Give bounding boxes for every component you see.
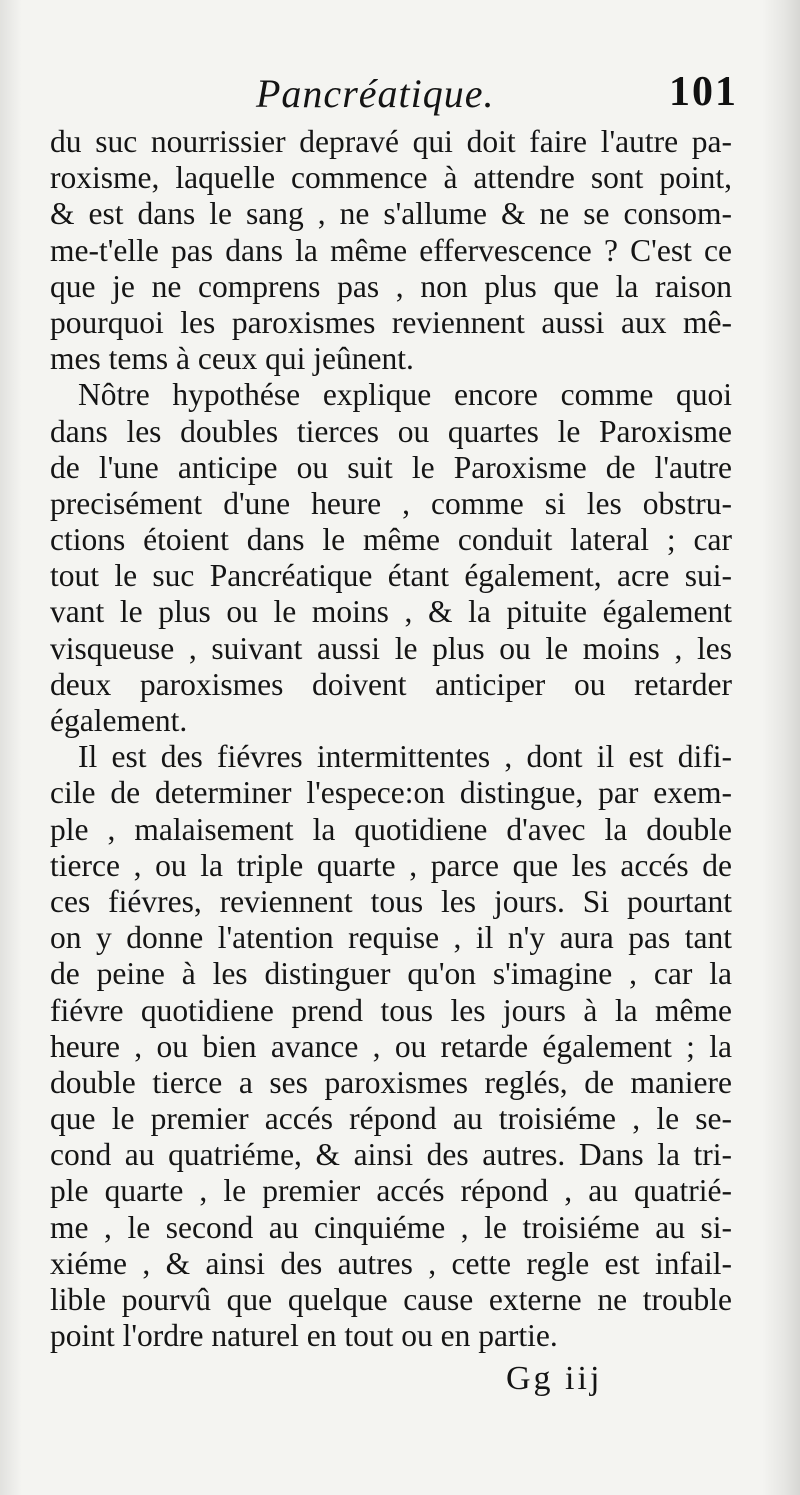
page-number: 101 xyxy=(669,69,738,115)
text-line: heure , ou bien avance , ou retarde également ; la xyxy=(50,1028,732,1064)
text-line: ple , malaisement la quotidiene d'avec la double xyxy=(50,811,732,847)
text-line: precisément d'une heure , comme si les obstru- xyxy=(50,485,732,521)
text-line: & est dans le sang , ne s'allume & ne se consom- xyxy=(50,196,732,232)
text-line: ces fiévres, reviennent tous les jours. Si pourtant xyxy=(50,883,732,919)
text-line: mes tems à ceux qui jeûnent. xyxy=(50,341,414,377)
text-line: lible pourvû que quelque cause externe ne trouble xyxy=(50,1282,732,1317)
text-line: dans les doubles tierces ou quartes le Paroxisme xyxy=(50,413,732,449)
page-left-edge-shadow xyxy=(0,0,22,1495)
text-line: double tierce a ses paroxismes reglés, de maniere xyxy=(50,1064,732,1100)
text-line: pourquoi les paroxismes reviennent aussi aux mê- xyxy=(50,304,732,340)
paragraph-3 xyxy=(50,739,732,1354)
running-head xyxy=(48,70,738,130)
text-line: ctions étoient dans le même conduit lateral ; car xyxy=(50,522,732,558)
text-line: que je ne comprens pas , non plus que la raison xyxy=(50,268,732,304)
text-line: roxisme, laquelle commence à attendre sont point, xyxy=(50,160,732,196)
body-text xyxy=(50,124,732,1354)
text-line: cond au quatriéme, & ainsi des autres. Dans la tri- xyxy=(50,1137,732,1173)
text-line: du suc nourrissier depravé qui doit faire l'autre pa- xyxy=(50,124,732,159)
text-line: point l'ordre naturel en tout ou en partie. xyxy=(50,1318,558,1354)
text-line: de peine à les distinguer qu'on s'imagine , car la xyxy=(50,956,732,992)
text-line: deux paroxismes doivent anticiper ou retarder xyxy=(50,666,732,702)
text-line: Nôtre hypothése explique encore comme quoi xyxy=(78,377,732,413)
text-line: également. xyxy=(50,703,188,738)
text-line: que le premier accés répond au troisiéme , le se- xyxy=(50,1101,732,1137)
text-line: de l'une anticipe ou suit le Paroxisme de l'autre xyxy=(50,449,732,485)
text-line: ple quarte , le premier accés répond , au quatrié- xyxy=(50,1173,732,1209)
text-line: on y donne l'atention requise , il n'y aura pas tant xyxy=(50,920,732,956)
text-line: me-t'elle pas dans la même effervescence ? C'est ce xyxy=(50,232,732,268)
page-right-edge-shadow xyxy=(762,0,800,1495)
text-line: vant le plus ou le moins , & la pituite également xyxy=(50,594,732,630)
text-line: cile de determiner l'espece:on distingue, par exem- xyxy=(50,775,732,811)
text-line: Il est des fiévres intermittentes , dont il est difi- xyxy=(78,739,732,775)
text-line: tierce , ou la triple quarte , parce que les accés de xyxy=(50,847,732,883)
paragraph-1 xyxy=(50,124,732,377)
paragraph-2 xyxy=(50,377,732,739)
text-line: visqueuse , suivant aussi le plus ou le moins , les xyxy=(50,630,732,666)
text-line: fiévre quotidiene prend tous les jours à la même xyxy=(50,992,732,1028)
text-line: tout le suc Pancréatique étant également, acre sui- xyxy=(50,558,732,594)
text-line: me , le second au cinquiéme , le troisiéme au si- xyxy=(50,1209,732,1245)
text-line: xiéme , & ainsi des autres , cette regle est infail- xyxy=(50,1245,732,1281)
signature-mark: Gg iij xyxy=(506,1360,603,1397)
running-head-title: Pancréatique. xyxy=(256,71,495,116)
